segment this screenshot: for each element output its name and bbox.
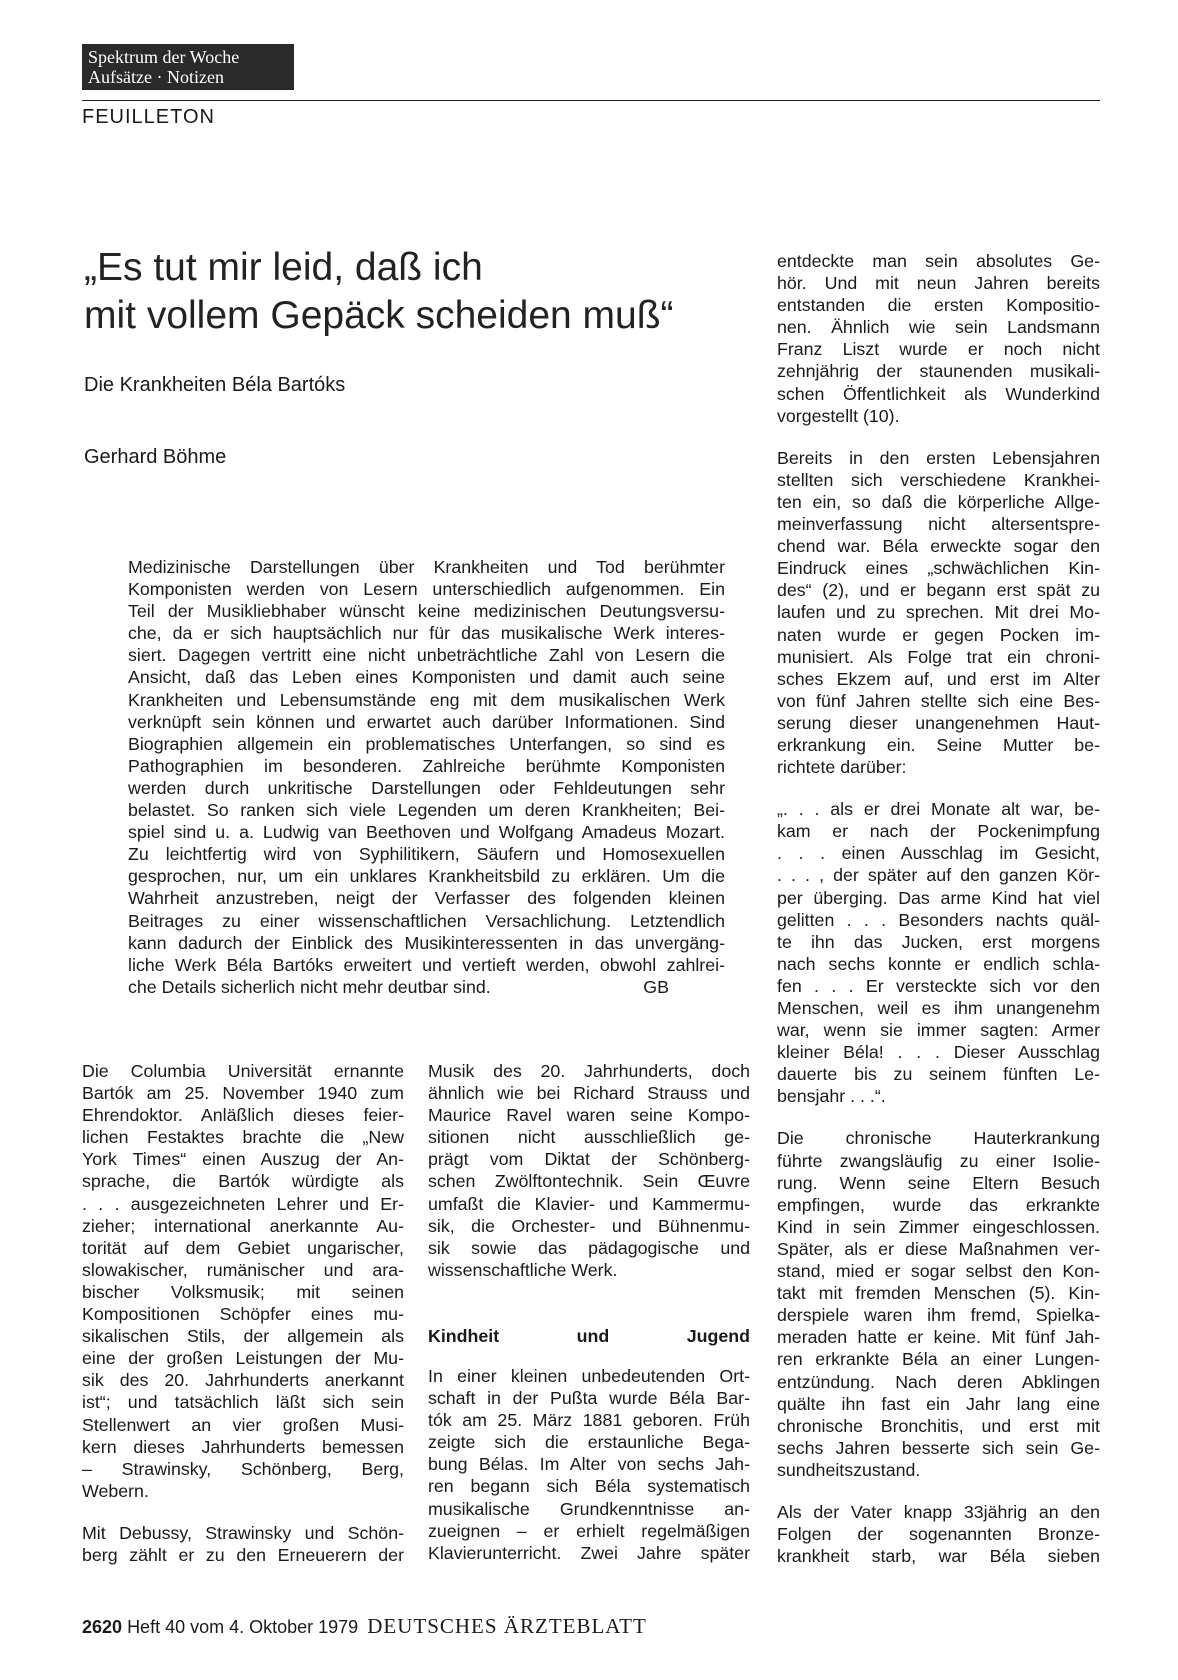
text-line: sches Ekzem auf, und erst im Alter <box>777 668 1100 689</box>
text-line: schen Öffentlichkeit als Wunderkind <box>777 383 1100 404</box>
text-line: Klavierunterricht. Zwei Jahre später <box>428 1542 750 1563</box>
text-line: Webern. <box>82 1480 149 1501</box>
text-line: munisiert. Als Folge trat ein chroni- <box>777 646 1100 667</box>
article-title <box>84 244 764 340</box>
text-line: umfaßt die Klavier- und Kammermu- <box>428 1193 750 1214</box>
text-line: derspiele waren ihm fremd, Spielka- <box>777 1305 1100 1326</box>
text-line: Als der Vater knapp 33jährig an den <box>777 1501 1100 1522</box>
text-line: Ehrendoktor. Anläßlich dieses feier- <box>82 1105 404 1126</box>
text-line: Wahrheit anzustreben, neigt der Verfasser des folgenden kleinen <box>128 888 725 909</box>
text-line: . . . einen Ausschlag im Gesicht, <box>777 843 1100 864</box>
text-line: Eindruck eines „schwächlichen Kin- <box>777 558 1100 579</box>
text-line: Maurice Ravel waren seine Kompo- <box>428 1105 750 1126</box>
text-line: sik sowie das pädagogische und <box>428 1237 750 1258</box>
paragraph <box>777 447 1100 778</box>
header-rule <box>82 100 1100 101</box>
text-line: ist“; und tatsächlich läßt sich sein <box>82 1392 404 1413</box>
text-line: chend war. Béla erweckte sogar den <box>777 536 1100 557</box>
text-line: kern dieses Jahrhunderts bemessen <box>82 1436 404 1457</box>
text-line: – Strawinsky, Schönberg, Berg, <box>82 1458 404 1479</box>
section-heading: Kindheit und Jugend <box>428 1325 750 1346</box>
text-line: schaft in der Pußta wurde Béla Bar- <box>428 1388 750 1409</box>
text-line: serung dieser unangenehmen Haut- <box>777 712 1100 733</box>
text-line: werden durch unkritische Darstellungen oder Fehldeutungen sehr <box>128 777 725 798</box>
text-line: entstanden die ersten Kompositio- <box>777 295 1100 316</box>
issue-info: Heft 40 vom 4. Oktober 1979 <box>127 1617 359 1637</box>
text-line: kam er nach der Pockenimpfung <box>777 821 1100 842</box>
text-line: gesprochen, nur, um ein unklares Krankheitsbild zu erklären. Um die <box>128 866 725 887</box>
text-line: Franz Liszt wurde er noch nicht <box>777 339 1100 360</box>
text-line: Mit Debussy, Strawinsky und Schön- <box>82 1522 404 1543</box>
text-line: . . . , der später auf den ganzen Kör- <box>777 865 1100 886</box>
text-line: verknüpft sein können und erwartet auch darüber Informationen. Sind <box>128 711 725 732</box>
text-line: nen. Ähnlich wie sein Landsmann <box>777 317 1100 338</box>
text-line: York Times“ einen Auszug der An- <box>82 1149 404 1170</box>
text-line: sitionen nicht ausschließlich ge- <box>428 1127 750 1148</box>
text-line: zueignen – er erhielt regelmäßigen <box>428 1520 750 1541</box>
block-quote <box>777 798 1100 1107</box>
text-line: Beitrages zu einer wissenschaftlichen Versachlichung. Letztendlich <box>128 910 725 931</box>
paragraph <box>82 1060 404 1502</box>
text-line: meinverfassung nicht altersentspre- <box>777 514 1100 535</box>
page-footer <box>82 1614 647 1639</box>
text-line: Kind in sein Zimmer eingeschlossen. <box>777 1216 1100 1237</box>
text-line: gelitten . . . Besonders nachts quäl- <box>777 909 1100 930</box>
text-line: ähnlich wie bei Richard Strauss und <box>428 1083 750 1104</box>
text-line: hör. Und mit neun Jahren bereits <box>777 273 1100 294</box>
text-line: Kompositionen Schöpfer eines mu- <box>82 1304 404 1325</box>
text-line: führte zwangsläufig zu einer Isolie- <box>777 1150 1100 1171</box>
text-line: zeigte sich die erstaunliche Bega- <box>428 1432 750 1453</box>
text-line: sprache, die Bartók würdigte als <box>82 1171 404 1192</box>
text-line: bung Bélas. Im Alter von sechs Jah- <box>428 1454 750 1475</box>
text-line: Zu leichtfertig wird von Syphilitikern, Säufern und Homosexuellen <box>128 844 725 865</box>
text-line: ren erkrankte Béla an einer Lungen- <box>777 1349 1100 1370</box>
publication-label-line1: Spektrum der Woche <box>88 47 240 67</box>
text-line: che, da er sich hauptsächlich nur für das musikalische Werk interes- <box>128 623 725 644</box>
text-line: entzündung. Nach deren Abklingen <box>777 1371 1100 1392</box>
text-line: ren begann sich Béla systematisch <box>428 1476 750 1497</box>
text-line: chronische Bronchitis, und erst mit <box>777 1415 1100 1436</box>
text-line: bischer Volksmusik; mit seinen <box>82 1281 404 1302</box>
text-line: stellten sich verschiedene Krankhei- <box>777 469 1100 490</box>
text-line: bensjahr . . .“. <box>777 1086 886 1107</box>
text-line: Musik des 20. Jahrhunderts, doch <box>428 1061 750 1081</box>
column-2 <box>428 1060 750 1564</box>
paragraph <box>428 1060 750 1281</box>
text-line: von fünf Jahren stellte sich eine Bes- <box>777 690 1100 711</box>
text-line: kann dadurch der Einblick des Musikinteressenten in das unvergäng- <box>128 932 725 953</box>
text-line: Biographien allgemein ein problematisches Unterfangen, so sind es <box>128 733 725 754</box>
text-line: sik, die Orchester- und Bühnenmu- <box>428 1215 750 1236</box>
text-line: Die Columbia Universität ernannte <box>82 1061 404 1081</box>
text-line: laufen und zu sprechen. Mit drei Mo- <box>777 602 1100 623</box>
text-line: vorgestellt (10). <box>777 405 900 426</box>
text-line: empfingen, wurde das erkrankte <box>777 1194 1100 1215</box>
text-line: entdeckte man sein absolutes Ge- <box>777 251 1100 271</box>
text-line: Medizinische Darstellungen über Krankheiten und Tod berühmter <box>128 557 725 577</box>
column-3 <box>777 250 1100 1567</box>
paragraph <box>777 250 1100 427</box>
text-line: krankheit starb, war Béla sieben <box>777 1546 1100 1567</box>
title-line: „Es tut mir leid, daß ich <box>84 246 483 289</box>
text-line: In einer kleinen unbedeutenden Ort- <box>428 1365 750 1386</box>
text-line: Ansicht, daß das Leben eines Komponisten und damit auch seine <box>128 667 725 688</box>
text-line: liche Werk Béla Bartóks erweitert und vertieft werden, obwohl zahlrei- <box>128 954 725 975</box>
text-line: zehnjährig der staunenden musikali- <box>777 361 1100 382</box>
article-author: Gerhard Böhme <box>84 446 227 468</box>
text-line: war, wenn sie immer sagten: Armer <box>777 1020 1100 1041</box>
text-line: schen Zwölftontechnik. Sein Œuvre <box>428 1171 750 1192</box>
abstract <box>128 556 725 998</box>
text-line: fen . . . Er versteckte sich vor den <box>777 975 1100 996</box>
text-line: sikalischen Stils, der allgemein als <box>82 1326 404 1347</box>
text-line: Bartók am 25. November 1940 zum <box>82 1083 404 1104</box>
text-line: Bereits in den ersten Lebensjahren <box>777 447 1100 468</box>
text-line: lichen Festaktes brachte die „New <box>82 1127 404 1148</box>
title-line: mit vollem Gepäck scheiden muß“ <box>84 294 674 337</box>
text-line: kleiner Béla! . . . Dieser Ausschlag <box>777 1042 1100 1063</box>
paragraph <box>428 1365 750 1564</box>
text-line: Krankheiten und Lebensumstände eng mit dem musikalischen Werk <box>128 689 725 710</box>
text-line: Menschen, weil es ihm unangenehm <box>777 998 1100 1018</box>
page-number: 2620 <box>82 1617 123 1637</box>
text-line: berg zählt er zu den Erneuerern der <box>82 1544 404 1565</box>
text-line: Teil der Musikliebhaber wünscht keine medizinischen Deutungsversu- <box>128 601 725 622</box>
text-line: nach sechs konnte er endlich schla- <box>777 953 1100 974</box>
text-line: meraden hatte er keine. Mit fünf Jah- <box>777 1327 1100 1348</box>
text-line: Pathographien im besonderen. Zahlreiche berühmte Komponisten <box>128 755 725 776</box>
text-line: richtete darüber: <box>777 757 907 778</box>
text-line: zieher; international anerkannte Au- <box>82 1215 404 1236</box>
text-line: erkrankung ein. Seine Mutter be- <box>777 734 1100 755</box>
text-line: slowakischer, rumänischer und ara- <box>82 1259 404 1280</box>
paragraph <box>777 1127 1100 1481</box>
text-line: sundheitszustand. <box>777 1459 921 1480</box>
section-label: FEUILLETON <box>82 106 215 128</box>
text-line: Stellenwert an vier großen Musi- <box>82 1414 404 1435</box>
text-line: naten wurde er gegen Pocken im- <box>777 624 1100 645</box>
text-line: rung. Wenn seine Eltern Besuch <box>777 1172 1100 1193</box>
text-line: spiel sind u. a. Ludwig van Beethoven und Wolfgang Amadeus Mozart. <box>128 822 725 843</box>
text-line: siert. Dagegen vertritt eine nicht unbeträchtliche Zahl von Lesern die <box>128 645 725 666</box>
text-line: tók am 25. März 1881 geboren. Früh <box>428 1410 750 1431</box>
text-line: prägt vom Diktat der Schönberg- <box>428 1149 750 1170</box>
text-line: eine der großen Leistungen der Mu- <box>82 1348 404 1369</box>
abstract-signature: GB <box>643 976 669 997</box>
text-line: takt mit fremden Menschen (5). Kin- <box>777 1283 1100 1304</box>
text-line: . . . ausgezeichneten Lehrer und Er- <box>82 1193 404 1214</box>
journal-name: DEUTSCHES ÄRZTEBLATT <box>367 1614 647 1638</box>
article-subtitle: Die Krankheiten Béla Bartóks <box>84 374 346 396</box>
text-line: Später, als er diese Maßnahmen ver- <box>777 1238 1100 1259</box>
text-line: sechs Jahren besserte sich sein Ge- <box>777 1437 1100 1458</box>
text-line: belastet. So ranken sich viele Legenden um deren Krankheiten; Bei- <box>128 800 725 821</box>
text-line: ten ein, so daß die körperliche Allge- <box>777 491 1100 512</box>
text-line: Komponisten werden von Lesern unterschiedlich aufgenommen. Ein <box>128 579 725 600</box>
text-line: sik des 20. Jahrhunderts anerkannt <box>82 1370 404 1391</box>
text-line: stand, mied er sogar selbst den Kon- <box>777 1261 1100 1282</box>
text-line: torität auf dem Gebiet ungarischer, <box>82 1237 404 1258</box>
text-line: per überging. Das arme Kind hat viel <box>777 887 1100 908</box>
text-line: des“ (2), und er begann erst spät zu <box>777 580 1100 601</box>
column-1 <box>82 1060 404 1566</box>
text-line: wissenschaftliche Werk. <box>428 1259 618 1280</box>
text-line: Folgen der sogenannten Bronze- <box>777 1524 1100 1545</box>
publication-label-line2: Aufsätze · Notizen <box>88 67 224 87</box>
text-line: te ihn das Jucken, erst morgens <box>777 931 1100 952</box>
abstract-last-text: che Details sicherlich nicht mehr deutbar sind. <box>128 976 491 997</box>
abstract-lines <box>128 556 725 976</box>
publication-label <box>82 44 294 90</box>
paragraph <box>82 1522 404 1566</box>
text-line: quälte ihn fast ein Jahr lang eine <box>777 1393 1100 1414</box>
abstract-last-line <box>128 976 725 998</box>
text-line: „. . . als er drei Monate alt war, be- <box>777 799 1100 820</box>
paragraph <box>777 1501 1100 1567</box>
text-line: Die chronische Hauterkrankung <box>777 1128 1100 1149</box>
text-line: musikalische Grundkenntnisse an- <box>428 1498 750 1519</box>
text-line: dauerte bis zu seinem fünften Le- <box>777 1064 1100 1085</box>
